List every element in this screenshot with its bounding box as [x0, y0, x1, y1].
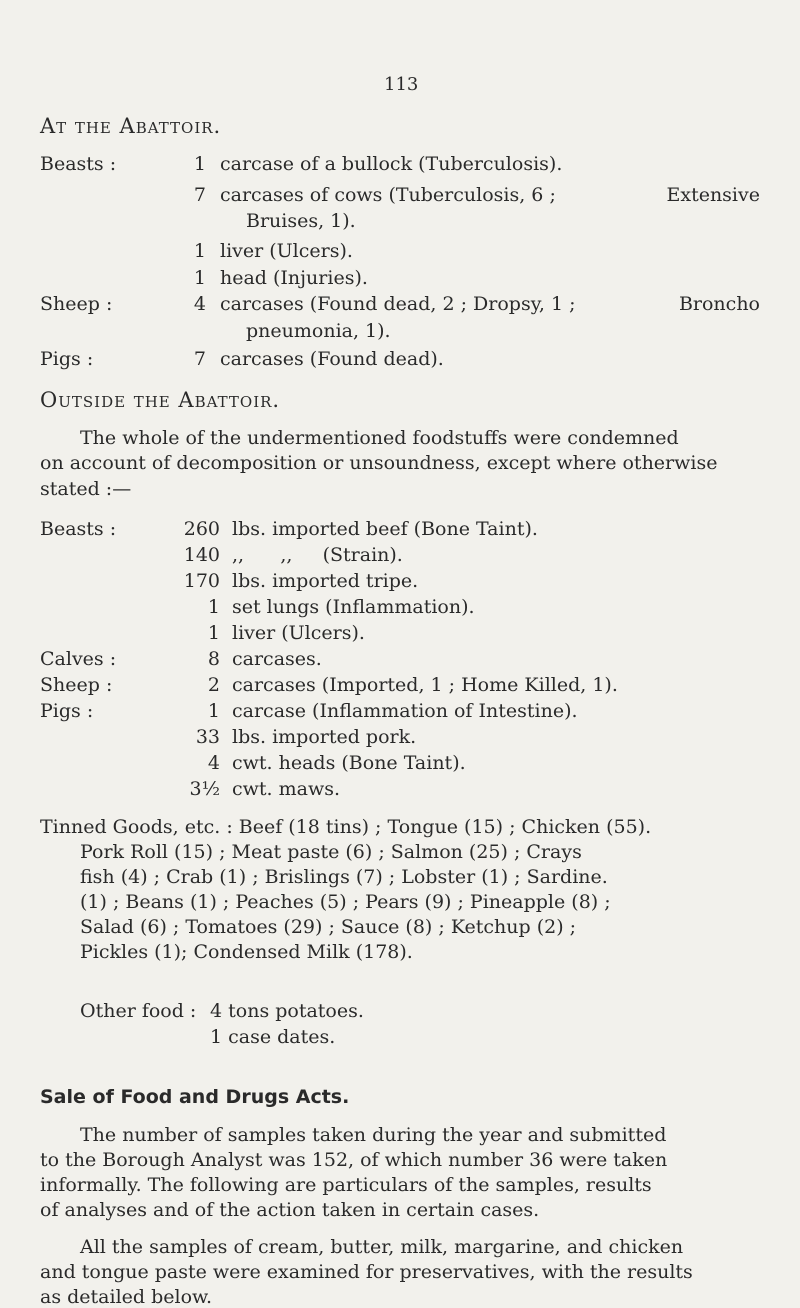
- paragraph-line: Salad (6) ; Tomatoes (29) ; Sauce (8) ; Ketchup (2) ;: [80, 916, 577, 938]
- paragraph-line: as detailed below.: [40, 1286, 213, 1308]
- paragraph-line: informally. The following are particulars of the samples, results: [40, 1174, 652, 1196]
- item-quantity: 7: [193, 348, 206, 370]
- paragraph-line: Pickles (1); Condensed Milk (178).: [80, 941, 413, 963]
- item-text: cwt. maws.: [232, 778, 341, 800]
- paragraph-line: fish (4) ; Crab (1) ; Brislings (7) ; Lobster (1) ; Sardine.: [80, 866, 608, 888]
- item-text: liver (Ulcers).: [220, 240, 353, 262]
- category-label: Beasts :: [40, 153, 117, 175]
- item-text: set lungs (Inflammation).: [232, 596, 475, 618]
- item-text: head (Injuries).: [220, 267, 368, 289]
- item-text-part: Broncho: [678, 293, 760, 315]
- item-quantity: 4: [207, 752, 220, 774]
- paragraph-line: All the samples of cream, butter, milk, margarine, and chicken: [80, 1236, 684, 1258]
- item-quantity: 260: [183, 518, 220, 540]
- item-quantity: 1: [207, 700, 220, 722]
- page-number: 113: [384, 74, 419, 95]
- item-text-part: carcases (Found dead, 2 ; Dropsy, 1 ;: [220, 293, 576, 315]
- item-quantity: 1: [207, 622, 220, 644]
- paragraph-line: The number of samples taken during the year and submitted: [80, 1124, 667, 1146]
- item-text-part: carcases of cows (Tuberculosis, 6 ;: [220, 184, 556, 206]
- item-quantity: 33: [195, 726, 220, 748]
- category-label: Pigs :: [40, 700, 94, 722]
- item-text-continuation: pneumonia, 1).: [246, 320, 391, 342]
- item-quantity: 170: [183, 570, 220, 592]
- item-text-justified: [220, 293, 760, 315]
- item-quantity: 3½: [189, 778, 220, 800]
- item-text: carcase (Inflammation of Intestine).: [232, 700, 578, 722]
- paragraph-line: Pork Roll (15) ; Meat paste (6) ; Salmon (25) ; Crays: [80, 841, 582, 863]
- item-quantity: 4: [193, 293, 206, 315]
- paragraph-line: The whole of the undermentioned foodstuffs were condemned: [80, 427, 679, 449]
- item-text: lbs. imported beef (Bone Taint).: [232, 518, 538, 540]
- paragraph-line: of analyses and of the action taken in certain cases.: [40, 1199, 540, 1221]
- item-text-continuation: Bruises, 1).: [246, 210, 356, 232]
- item-text: lbs. imported pork.: [232, 726, 417, 748]
- section-heading-at-abattoir: At the Abattoir.: [40, 114, 222, 138]
- other-food-item: 4 tons potatoes.: [210, 1000, 364, 1022]
- paragraph-line: (1) ; Beans (1) ; Peaches (5) ; Pears (9) ; Pineapple (8) ;: [80, 891, 611, 913]
- item-quantity: 2: [207, 674, 220, 696]
- category-label: Pigs :: [40, 348, 94, 370]
- category-label: Sheep :: [40, 674, 113, 696]
- other-food-item: 1 case dates.: [210, 1026, 336, 1048]
- item-text-part: Extensive: [666, 184, 760, 206]
- paragraph-line: Tinned Goods, etc. : Beef (18 tins) ; Tongue (15) ; Chicken (55).: [40, 816, 652, 838]
- category-label: Calves :: [40, 648, 117, 670]
- item-text: cwt. heads (Bone Taint).: [232, 752, 466, 774]
- item-quantity: 1: [193, 240, 206, 262]
- item-text: lbs. imported tripe.: [232, 570, 419, 592]
- item-text: carcase of a bullock (Tuberculosis).: [220, 153, 563, 175]
- category-label: Sheep :: [40, 293, 113, 315]
- item-text: carcases.: [232, 648, 322, 670]
- paragraph-line: on account of decomposition or unsoundness, except where otherwise: [40, 452, 718, 474]
- item-quantity: 1: [193, 153, 206, 175]
- section-heading-outside-abattoir: Outside the Abattoir.: [40, 388, 281, 412]
- item-text: carcases (Imported, 1 ; Home Killed, 1).: [232, 674, 618, 696]
- paragraph-line: stated :—: [40, 478, 132, 500]
- sale-food-drugs-heading: Sale of Food and Drugs Acts.: [40, 1086, 350, 1108]
- category-label: Beasts :: [40, 518, 117, 540]
- item-text: carcases (Found dead).: [220, 348, 444, 370]
- item-quantity: 140: [183, 544, 220, 566]
- other-food-label: Other food :: [80, 1000, 197, 1022]
- item-quantity: 7: [193, 184, 206, 206]
- paragraph-line: and tongue paste were examined for preservatives, with the results: [40, 1261, 693, 1283]
- item-text-justified: [220, 184, 760, 206]
- item-quantity: 8: [207, 648, 220, 670]
- item-quantity: 1: [193, 267, 206, 289]
- item-text: liver (Ulcers).: [232, 622, 365, 644]
- item-quantity: 1: [207, 596, 220, 618]
- item-text: ,, ,, (Strain).: [232, 544, 403, 566]
- paragraph-line: to the Borough Analyst was 152, of which number 36 were taken: [40, 1149, 668, 1171]
